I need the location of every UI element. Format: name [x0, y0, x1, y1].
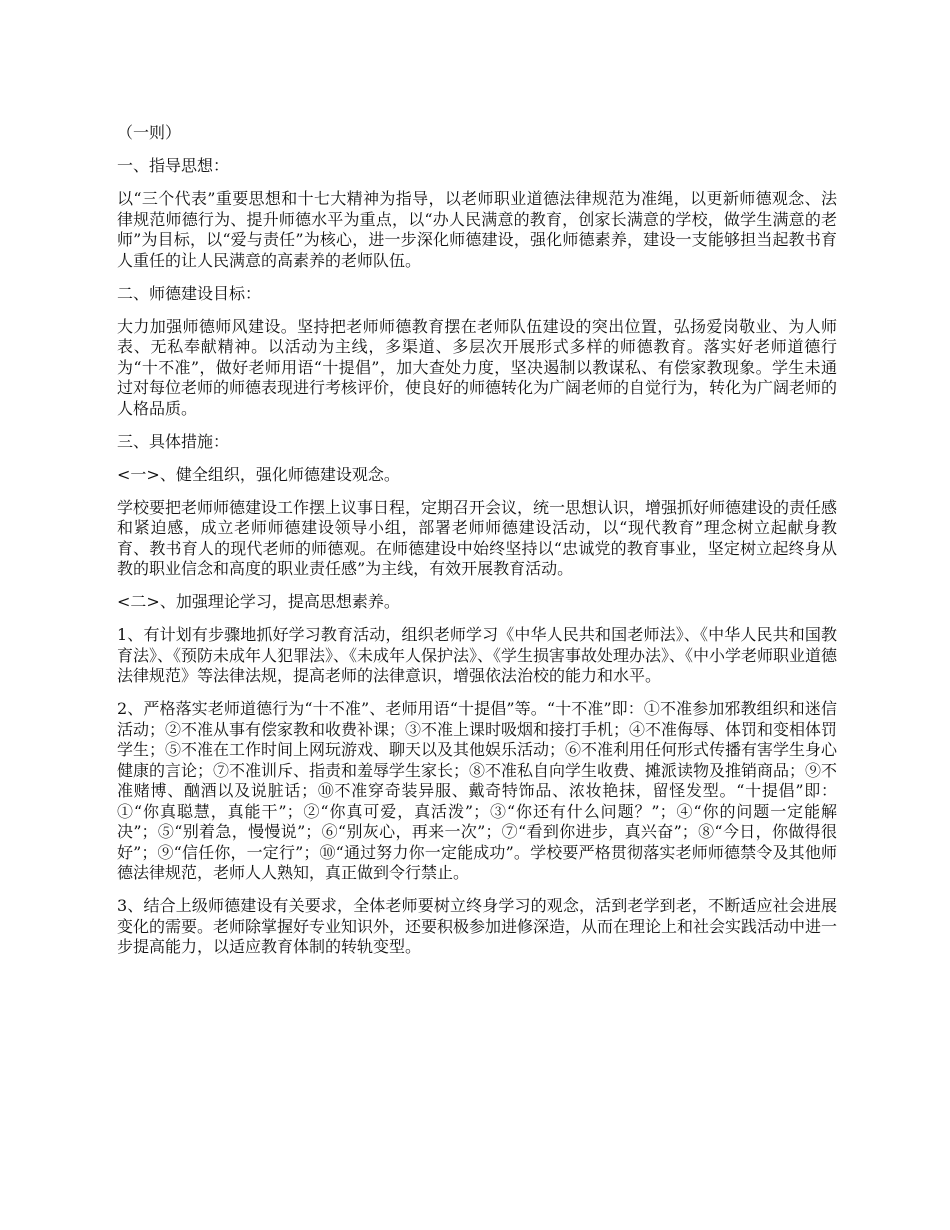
section-2-body: 大力加强师德师风建设。坚持把老师师德教育摆在老师队伍建设的突出位置，弘扬爱岗敬业、为人师表、无私奉献精神。以活动为主线，多渠道、多层次开展形式多样的师德教育。落实好老师道德行为“十不准”，做好老师用语“十提倡”，加大查处力度，坚决遏制以教谋私、有偿家教现象。学生未通过对每位老师的师德表现进行考核评价，使良好的师德转化为广阔老师的自觉行为，转化为广阔老师的人格品质。	[117, 316, 838, 418]
subsection-2-heading: <二>、加强理论学习，提高思想素养。	[117, 592, 400, 611]
section-3-heading: 三、具体措施：	[117, 431, 230, 451]
section-1-body: 以“三个代表”重要思想和十七大精神为指导，以老师职业道德法律规范为准绳，以更新师德观念、法律规范师德行为、提升师德水平为重点，以“办人民满意的教育，创家长满意的学校，做学生满意的老师”为目标，以“爱与责任”为核心，进一步深化师德建设，强化师德素养，建设一支能够担当起教书育人重任的让人民满意的高素养的老师队伍。	[117, 189, 837, 270]
document-page	[117, 123, 837, 970]
list-item-3: 3、结合上级师德建设有关要求，全体老师要树立终身学习的观念，活到老学到老，不断适应社会进展变化的需要。老师除掌握好专业知识外，还要积极参加进修深造，从而在理论上和社会实践活动中进一步提高能力，以适应教育体制的转轨变型。	[117, 896, 838, 956]
section-1-heading: 一、指导思想：	[117, 156, 230, 175]
subsection-1-heading: <一>、健全组织，强化师德建设观念。	[117, 464, 400, 484]
section-2-heading: 二、师德建设目标：	[117, 283, 262, 303]
document-subtitle: （一则）	[117, 123, 182, 142]
list-item-2: 2、严格落实老师道德行为“十不准”、老师用语“十提倡”等。“十不准”即：①不准参加邪教组织和迷信活动；②不准从事有偿家教和收费补课；③不准上课时吸烟和接打手机；④不准侮辱、体罚和变相体罚学生；⑤不准在工作时间上网玩游戏、聊天以及其他娱乐活动；⑥不准利用任何形式传播有害学生身心健康的言论；⑦不准训斥、指责和羞辱学生家长；⑧不准私自向学生收费、摊派读物及推销商品；⑨不准赌博、酗酒以及说脏话；⑩不准穿奇装异服、戴奇特饰品、浓妆艳抹，留怪发型。“十提倡”即：①“你真聪慧，真能干”；②“你真可爱，真活泼”；③“你还有什么问题？”；④“你的问题一定能解决”；⑤“别着急，慢慢说”；⑥“别灰心，再来一次”；⑦“看到你进步，真兴奋”；⑧“今日，你做得很好”；⑨“信任你，一定行”；⑩“通过努力你一定能成功”。学校要严格贯彻落实老师师德禁令及其他师德法律规范，老师人人熟知，真正做到令行禁止。	[117, 699, 838, 882]
list-item-1: 1、有计划有步骤地抓好学习教育活动，组织老师学习《中华人民共和国老师法》、《中华人民共和国教育法》、《预防未成年人犯罪法》、《未成年人保护法》、《学生损害事故处理办法》、《中小学老师职业道德法律规范》等法律法规，提高老师的法律意识，增强依法治校的能力和水平。	[117, 625, 838, 685]
subsection-1-body: 学校要把老师师德建设工作摆上议事日程，定期召开会议，统一思想认识，增强抓好师德建设的责任感和紧迫感，成立老师师德建设领导小组，部署老师师德建设活动，以“现代教育”理念树立起献身教育、教书育人的现代老师的师德观。在师德建设中始终坚持以“忠诚党的教育事业，坚定树立起终身从教的职业信念和高度的职业责任感”为主线，有效开展教育活动。	[117, 497, 838, 578]
